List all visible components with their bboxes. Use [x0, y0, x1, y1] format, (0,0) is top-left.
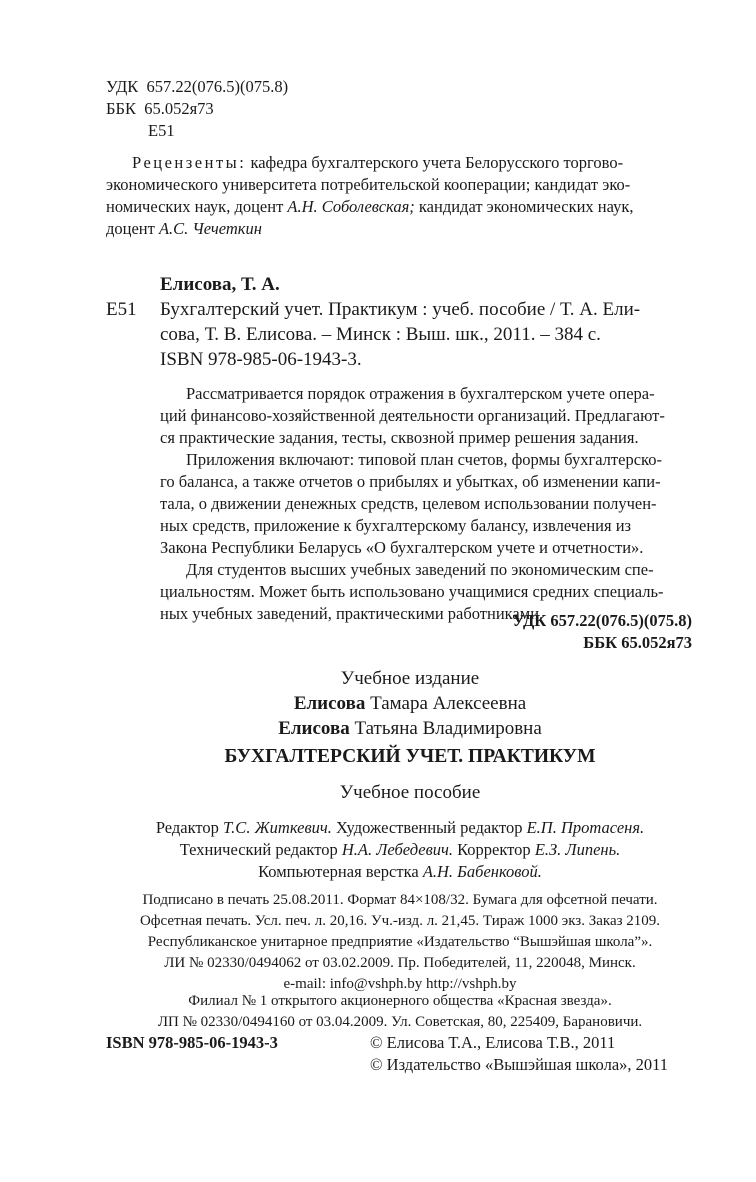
- footer-copyright: [370, 1032, 700, 1076]
- printer-line: ЛП № 02330/0494160 от 03.04.2009. Ул. Советская, 80, 225409, Барановичи.: [157, 1014, 643, 1030]
- credit-label: Редактор: [155, 818, 219, 837]
- credit-label: Компьютерная верстка: [258, 862, 419, 881]
- credits-block: [50, 817, 750, 883]
- edition-type: Учебное издание: [340, 668, 480, 689]
- annotation-line: Закона Республики Беларусь «О бухгалтерском учете и отчетности».: [160, 538, 644, 557]
- credit-name: Н.А. Лебедевич.: [341, 840, 453, 859]
- reviewers-block: [106, 152, 692, 240]
- catalog-author: Елисова, Т. А.: [160, 274, 280, 295]
- header-codes: [106, 76, 356, 142]
- bbk-line: [106, 98, 356, 120]
- reviewers-text: экономического университета потребительской кооперации; кандидат эко-: [106, 175, 631, 194]
- udk-value: 657.22(076.5)(075.8): [146, 77, 289, 96]
- reviewers-text: доцент: [106, 219, 155, 238]
- reviewer-name: А.С. Чечеткин: [158, 219, 262, 238]
- author2-name: Татьяна Владимировна: [354, 718, 542, 739]
- credit-name: Е.З. Липень.: [534, 840, 621, 859]
- subtitle-block: [60, 780, 756, 805]
- bbk-value: 65.052я73: [144, 99, 214, 118]
- edition-block: [60, 666, 756, 741]
- annotation-line: Приложения включают: типовой план счетов, формы бухгалтерско-: [186, 450, 662, 469]
- annotation-line: ных средств, приложение к бухгалтерскому балансу, извлечения из: [160, 516, 632, 535]
- annotation-line: Для студентов высших учебных заведений по экономическим спе-: [186, 560, 654, 579]
- annotation-line: го баланса, а также отчетов о прибылях и убытках, об изменении капи-: [160, 472, 661, 491]
- catalog-mark: Е51: [106, 299, 137, 320]
- annotation-line: Рассматривается порядок отражения в бухгалтерском учете опера-: [186, 384, 655, 403]
- credit-name: А.Н. Бабенковой.: [422, 862, 542, 881]
- imprint-line: ЛИ № 02330/0494062 от 03.02.2009. Пр. Победителей, 11, 220048, Минск.: [164, 955, 636, 971]
- codes-bold: [400, 610, 692, 654]
- footer-isbn: [106, 1032, 366, 1054]
- credit-name: Т.С. Житкевич.: [223, 818, 332, 837]
- catalog-isbn: ISBN 978-985-06-1943-3.: [160, 349, 362, 370]
- copyright-line: © Елисова Т.А., Елисова Т.В., 2011: [370, 1033, 616, 1052]
- isbn-bold: ISBN 978-985-06-1943-3: [106, 1033, 278, 1052]
- copyright-line: © Издательство «Вышэйшая школа», 2011: [370, 1055, 669, 1074]
- printer-line: Филиал № 1 открытого акционерного общества «Красная звезда».: [188, 993, 612, 1009]
- catalog-text: Бухгалтерский учет. Практикум : учеб. пособие / Т. А. Ели-: [160, 299, 641, 320]
- reviewers-text: кафедра бухгалтерского учета Белорусского торгово-: [250, 153, 624, 172]
- book-subtitle: Учебное пособие: [339, 782, 481, 803]
- author-mark: Е51: [148, 121, 175, 140]
- annotation-line: тала, о движении денежных средств, целевом использовании получен-: [160, 494, 657, 513]
- author1-surname: Елисова: [293, 693, 366, 714]
- credit-label: Корректор: [457, 840, 531, 859]
- bbk-label: ББК: [106, 99, 136, 118]
- catalog-text: сова, Т. В. Елисова. – Минск : Выш. шк., 2011. – 384 с.: [160, 324, 601, 345]
- annotation-line: ся практические задания, тесты, сквозной пример решения задания.: [160, 428, 639, 447]
- credit-label: Технический редактор: [179, 840, 338, 859]
- title-block: [60, 744, 756, 770]
- printer-block: [50, 991, 750, 1033]
- reviewers-label: Рецензенты:: [132, 153, 247, 172]
- annotation-line: циальностям. Может быть использовано учащимися средних специаль-: [160, 582, 664, 601]
- imprint-line: Офсетная печать. Усл. печ. л. 20,16. Уч.-изд. л. 21,45. Тираж 1000 экз. Заказ 2109.: [139, 913, 661, 929]
- credit-name: Е.П. Протасеня.: [526, 818, 645, 837]
- catalog-entry: [106, 272, 696, 372]
- author1-name: Тамара Алексеевна: [370, 693, 527, 714]
- annotation-line: ных учебных заведений, практическими работниками.: [160, 604, 544, 623]
- author2-surname: Елисова: [278, 718, 350, 739]
- imprint-block: [50, 890, 750, 995]
- book-title: БУХГАЛТЕРСКИЙ УЧЕТ. ПРАКТИКУМ: [224, 746, 596, 767]
- credit-label: Художественный редактор: [336, 818, 523, 837]
- imprint-line: e-mail: info@vshph.by http://vshph.by: [283, 976, 517, 992]
- udk-bold: УДК 657.22(076.5)(075.8): [512, 611, 692, 630]
- imprint-line: Республиканское унитарное предприятие «Издательство “Вышэйшая школа”».: [147, 934, 653, 950]
- reviewer-name: А.Н. Соболевская;: [287, 197, 415, 216]
- bbk-bold: ББК 65.052я73: [583, 633, 692, 652]
- udk-line: [106, 76, 356, 98]
- reviewers-text: номических наук, доцент: [106, 197, 284, 216]
- annotation-line: ций финансово-хозяйственной деятельности организаций. Предлагают-: [160, 406, 665, 425]
- udk-label: УДК: [106, 77, 139, 96]
- reviewers-text: кандидат экономических наук,: [418, 197, 634, 216]
- annotation: [160, 383, 694, 625]
- imprint-line: Подписано в печать 25.08.2011. Формат 84×108/32. Бумага для офсетной печати.: [142, 892, 658, 908]
